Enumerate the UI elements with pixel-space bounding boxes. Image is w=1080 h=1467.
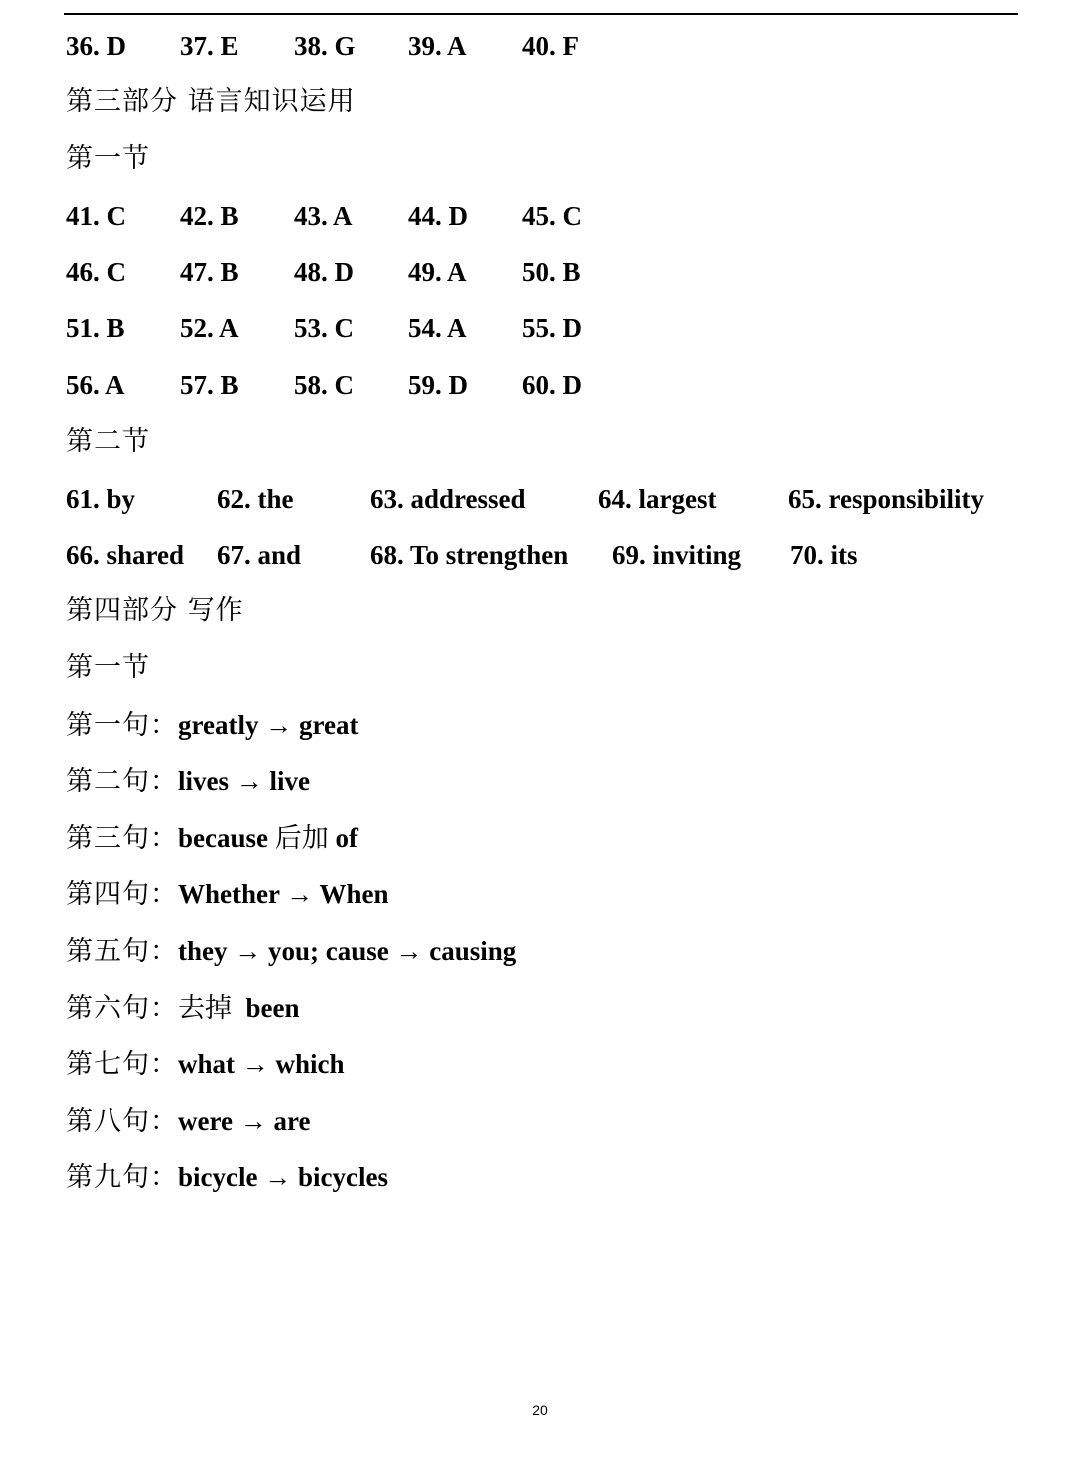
sentence-correction: were → are xyxy=(178,1106,311,1136)
sentence-correction: bicycle → bicycles xyxy=(178,1162,388,1192)
correction-word: because xyxy=(178,823,275,853)
answer-49: 49. A xyxy=(408,257,467,287)
sentence-correction: they → you; cause → causing xyxy=(178,936,517,966)
sentence-label: 第八句： xyxy=(66,1106,178,1137)
answer-60: 60. D xyxy=(522,370,582,400)
sentence-label: 第六句： xyxy=(66,993,178,1024)
sentence-correction: lives → live xyxy=(178,766,310,796)
answer-43: 43. A xyxy=(294,201,353,231)
correction-sentence-1 xyxy=(66,705,358,746)
sentence-label: 第五句： xyxy=(66,936,178,967)
answer-59: 59. D xyxy=(408,370,468,400)
correction-instruction: 去掉 xyxy=(178,993,232,1024)
answer-51: 51. B xyxy=(66,313,125,343)
page-number: 20 xyxy=(532,1402,548,1418)
sentence-correction: Whether → When xyxy=(178,879,389,909)
correction-word: of xyxy=(328,823,358,853)
answer-63: 63. addressed xyxy=(370,484,526,514)
answer-53: 53. C xyxy=(294,313,354,343)
answer-68: 68. To strengthen xyxy=(370,540,569,570)
correction-sentence-5 xyxy=(66,931,516,972)
correction-word: been xyxy=(232,993,300,1023)
correction-sentence-3 xyxy=(66,818,358,859)
correction-sentence-9 xyxy=(66,1157,388,1198)
answer-65: 65. responsibility xyxy=(788,484,985,514)
correction-sentence-4 xyxy=(66,874,389,915)
sentence-correction xyxy=(178,993,300,1023)
answer-57: 57. B xyxy=(180,370,239,400)
correction-instruction: 后加 xyxy=(274,823,329,854)
answer-39: 39. A xyxy=(408,31,467,61)
answer-66: 66. shared xyxy=(66,540,185,570)
part3-section2-title: 第二节 xyxy=(66,426,150,457)
sentence-correction: what → which xyxy=(178,1049,345,1079)
correction-sentence-7 xyxy=(66,1044,345,1085)
correction-sentence-6 xyxy=(66,988,300,1029)
answer-45: 45. C xyxy=(522,201,582,231)
sentence-label: 第七句： xyxy=(66,1049,178,1080)
answer-52: 52. A xyxy=(180,313,239,343)
answer-44: 44. D xyxy=(408,201,468,231)
answer-67: 67. and xyxy=(217,540,302,570)
answer-40: 40. F xyxy=(522,31,579,61)
correction-sentence-8 xyxy=(66,1101,310,1142)
answer-37: 37. E xyxy=(180,31,239,61)
sentence-correction xyxy=(178,823,358,853)
answer-61: 61. by xyxy=(66,484,136,514)
answer-69: 69. inviting xyxy=(612,540,742,570)
part3-section1-title: 第一节 xyxy=(66,143,150,174)
answer-64: 64. largest xyxy=(598,484,717,514)
sentence-correction: greatly → great xyxy=(178,710,359,740)
answer-42: 42. B xyxy=(180,201,239,231)
answer-70: 70. its xyxy=(790,540,858,570)
sentence-label: 第二句： xyxy=(66,766,178,797)
answer-62: 62. the xyxy=(217,484,294,514)
answer-55: 55. D xyxy=(522,313,582,343)
answer-38: 38. G xyxy=(294,31,356,61)
sentence-label: 第九句： xyxy=(66,1162,178,1193)
answer-48: 48. D xyxy=(294,257,354,287)
answer-46: 46. C xyxy=(66,257,126,287)
answer-36: 36. D xyxy=(66,31,126,61)
answer-41: 41. C xyxy=(66,201,126,231)
answer-47: 47. B xyxy=(180,257,239,287)
part4-title: 第四部分 写作 xyxy=(66,595,244,626)
part3-title: 第三部分 语言知识运用 xyxy=(66,86,356,117)
answer-50: 50. B xyxy=(522,257,581,287)
correction-sentence-2 xyxy=(66,761,310,802)
answer-58: 58. C xyxy=(294,370,354,400)
answer-56: 56. A xyxy=(66,370,125,400)
sentence-label: 第三句： xyxy=(66,823,178,854)
top-rule xyxy=(64,13,1018,15)
sentence-label: 第四句： xyxy=(66,879,178,910)
answer-54: 54. A xyxy=(408,313,467,343)
part4-section1-title: 第一节 xyxy=(66,652,150,683)
sentence-label: 第一句： xyxy=(66,710,178,741)
